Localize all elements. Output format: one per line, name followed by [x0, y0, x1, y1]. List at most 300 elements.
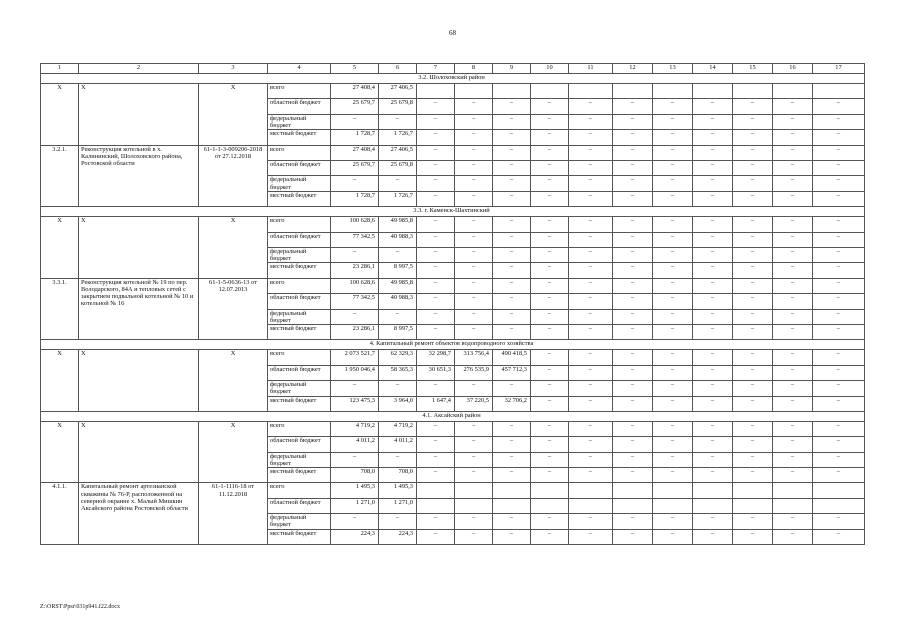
value-cell: 4 011,2: [331, 437, 379, 452]
value-cell: –: [569, 232, 613, 247]
value-cell: –: [455, 232, 493, 247]
funding-source-cell: местный бюджет: [268, 130, 331, 145]
value-cell: [531, 483, 569, 498]
object-name-cell: X: [79, 217, 199, 279]
value-cell: –: [613, 247, 653, 262]
value-cell: –: [531, 278, 569, 293]
value-cell: –: [569, 247, 613, 262]
value-cell: –: [569, 350, 613, 365]
value-cell: –: [531, 232, 569, 247]
value-cell: –: [773, 263, 813, 278]
column-number-cell: 6: [379, 64, 417, 74]
value-cell: 457 712,3: [493, 365, 531, 380]
value-cell: –: [531, 99, 569, 114]
section-title-row: [41, 207, 865, 217]
value-cell: –: [569, 145, 613, 160]
value-cell: –: [613, 99, 653, 114]
funding-source-cell: федеральный бюджет: [268, 381, 331, 396]
value-cell: 4 719,2: [331, 421, 379, 436]
value-cell: –: [733, 350, 773, 365]
value-cell: –: [693, 452, 733, 467]
value-cell: –: [417, 468, 455, 483]
value-cell: –: [693, 421, 733, 436]
object-name-cell: X: [79, 421, 199, 483]
value-cell: 25 679,7: [331, 99, 379, 114]
value-cell: –: [455, 217, 493, 232]
value-cell: –: [653, 247, 693, 262]
value-cell: –: [773, 294, 813, 309]
value-cell: –: [455, 324, 493, 339]
value-cell: [653, 483, 693, 498]
value-cell: [653, 498, 693, 513]
value-cell: –: [331, 247, 379, 262]
value-cell: –: [531, 294, 569, 309]
value-cell: –: [733, 191, 773, 206]
value-cell: –: [653, 176, 693, 191]
funding-source-cell: местный бюджет: [268, 191, 331, 206]
value-cell: –: [693, 145, 733, 160]
value-cell: –: [613, 160, 653, 175]
value-cell: –: [773, 130, 813, 145]
value-cell: –: [693, 160, 733, 175]
funding-source-cell: местный бюджет: [268, 396, 331, 411]
value-cell: –: [455, 437, 493, 452]
value-cell: –: [417, 452, 455, 467]
value-cell: [813, 84, 865, 99]
value-cell: –: [693, 309, 733, 324]
value-cell: –: [569, 514, 613, 529]
funding-source-cell: федеральный бюджет: [268, 309, 331, 324]
table-row: [41, 278, 865, 293]
value-cell: –: [813, 145, 865, 160]
value-cell: –: [813, 468, 865, 483]
document-ref-cell: X: [199, 84, 268, 146]
funding-source-cell: федеральный бюджет: [268, 247, 331, 262]
value-cell: –: [693, 324, 733, 339]
value-cell: –: [653, 396, 693, 411]
value-cell: –: [733, 130, 773, 145]
value-cell: 25 679,8: [379, 99, 417, 114]
value-cell: –: [733, 278, 773, 293]
value-cell: –: [455, 160, 493, 175]
value-cell: –: [379, 176, 417, 191]
value-cell: [693, 498, 733, 513]
value-cell: –: [493, 309, 531, 324]
value-cell: –: [531, 396, 569, 411]
value-cell: –: [493, 324, 531, 339]
value-cell: –: [773, 99, 813, 114]
funding-source-cell: местный бюджет: [268, 529, 331, 544]
funding-source-cell: областной бюджет: [268, 232, 331, 247]
value-cell: –: [531, 529, 569, 544]
value-cell: –: [693, 176, 733, 191]
value-cell: –: [653, 381, 693, 396]
value-cell: 1 495,3: [379, 483, 417, 498]
value-cell: 25 679,7: [331, 160, 379, 175]
budget-table: [40, 63, 865, 545]
value-cell: [531, 84, 569, 99]
value-cell: –: [653, 514, 693, 529]
value-cell: 276 535,9: [455, 365, 493, 380]
section-title: 4. Капитальный ремонт объектов водопроводного хозяйства: [41, 340, 865, 350]
section-title-row: [41, 74, 865, 84]
value-cell: –: [653, 421, 693, 436]
value-cell: –: [531, 114, 569, 129]
value-cell: –: [733, 437, 773, 452]
value-cell: –: [773, 468, 813, 483]
value-cell: –: [733, 529, 773, 544]
value-cell: –: [693, 529, 733, 544]
value-cell: –: [613, 145, 653, 160]
value-cell: –: [813, 529, 865, 544]
value-cell: –: [773, 514, 813, 529]
column-number-cell: 17: [813, 64, 865, 74]
column-number-cell: 3: [199, 64, 268, 74]
value-cell: –: [613, 350, 653, 365]
value-cell: –: [613, 396, 653, 411]
value-cell: –: [693, 468, 733, 483]
value-cell: –: [455, 468, 493, 483]
value-cell: –: [613, 452, 653, 467]
value-cell: –: [613, 176, 653, 191]
value-cell: –: [417, 176, 455, 191]
funding-source-cell: областной бюджет: [268, 294, 331, 309]
value-cell: –: [653, 468, 693, 483]
value-cell: –: [417, 160, 455, 175]
value-cell: –: [531, 217, 569, 232]
value-cell: –: [813, 263, 865, 278]
value-cell: –: [569, 468, 613, 483]
value-cell: –: [773, 365, 813, 380]
value-cell: [569, 84, 613, 99]
value-cell: –: [493, 217, 531, 232]
table-row: [41, 217, 865, 232]
value-cell: [733, 84, 773, 99]
value-cell: 40 988,3: [379, 232, 417, 247]
value-cell: –: [417, 437, 455, 452]
funding-source-cell: областной бюджет: [268, 160, 331, 175]
document-ref-cell: X: [199, 217, 268, 279]
funding-source-cell: областной бюджет: [268, 437, 331, 452]
value-cell: 32 706,2: [493, 396, 531, 411]
value-cell: 27 406,5: [379, 84, 417, 99]
value-cell: –: [455, 247, 493, 262]
value-cell: –: [455, 294, 493, 309]
item-number-cell: X: [41, 350, 79, 412]
value-cell: –: [613, 421, 653, 436]
value-cell: –: [773, 324, 813, 339]
value-cell: –: [813, 191, 865, 206]
value-cell: –: [379, 514, 417, 529]
value-cell: –: [653, 294, 693, 309]
value-cell: [569, 483, 613, 498]
column-number-cell: 14: [693, 64, 733, 74]
value-cell: –: [613, 130, 653, 145]
item-number-cell: X: [41, 421, 79, 483]
value-cell: –: [569, 176, 613, 191]
page-number: 68: [449, 29, 456, 37]
value-cell: –: [813, 217, 865, 232]
document-ref-cell: X: [199, 350, 268, 412]
table-row: [41, 84, 865, 99]
value-cell: 25 679,8: [379, 160, 417, 175]
value-cell: –: [733, 247, 773, 262]
value-cell: 8 997,5: [379, 263, 417, 278]
value-cell: –: [531, 452, 569, 467]
item-number-cell: 4.1.1.: [41, 483, 79, 545]
value-cell: [773, 84, 813, 99]
value-cell: –: [455, 263, 493, 278]
value-cell: –: [569, 130, 613, 145]
value-cell: 708,0: [379, 468, 417, 483]
value-cell: –: [653, 114, 693, 129]
value-cell: –: [417, 114, 455, 129]
value-cell: –: [493, 263, 531, 278]
value-cell: 490 418,5: [493, 350, 531, 365]
value-cell: 49 985,8: [379, 217, 417, 232]
value-cell: 100 628,6: [331, 217, 379, 232]
value-cell: [493, 483, 531, 498]
value-cell: –: [773, 437, 813, 452]
value-cell: 37 220,5: [455, 396, 493, 411]
column-number-cell: 4: [268, 64, 331, 74]
value-cell: –: [653, 145, 693, 160]
value-cell: [733, 498, 773, 513]
value-cell: –: [493, 437, 531, 452]
value-cell: 58 365,3: [379, 365, 417, 380]
value-cell: –: [653, 350, 693, 365]
value-cell: 224,3: [331, 529, 379, 544]
value-cell: –: [417, 232, 455, 247]
funding-source-cell: областной бюджет: [268, 365, 331, 380]
value-cell: –: [417, 191, 455, 206]
value-cell: –: [531, 263, 569, 278]
value-cell: [493, 84, 531, 99]
value-cell: –: [693, 247, 733, 262]
document-ref-cell: X: [199, 421, 268, 483]
value-cell: 1 728,7: [331, 191, 379, 206]
value-cell: –: [773, 114, 813, 129]
value-cell: –: [331, 176, 379, 191]
value-cell: –: [417, 309, 455, 324]
value-cell: 77 342,5: [331, 294, 379, 309]
value-cell: [493, 498, 531, 513]
value-cell: –: [493, 145, 531, 160]
value-cell: –: [417, 130, 455, 145]
value-cell: –: [493, 114, 531, 129]
value-cell: [417, 498, 455, 513]
funding-source-cell: федеральный бюджет: [268, 452, 331, 467]
value-cell: –: [455, 191, 493, 206]
value-cell: –: [693, 232, 733, 247]
value-cell: –: [693, 130, 733, 145]
value-cell: –: [531, 176, 569, 191]
funding-source-cell: федеральный бюджет: [268, 114, 331, 129]
value-cell: –: [773, 191, 813, 206]
funding-source-cell: всего: [268, 84, 331, 99]
funding-source-cell: всего: [268, 350, 331, 365]
value-cell: 77 342,5: [331, 232, 379, 247]
value-cell: –: [733, 294, 773, 309]
value-cell: –: [733, 514, 773, 529]
value-cell: –: [417, 145, 455, 160]
value-cell: –: [455, 381, 493, 396]
value-cell: –: [653, 191, 693, 206]
value-cell: –: [493, 278, 531, 293]
funding-source-cell: всего: [268, 145, 331, 160]
value-cell: –: [813, 421, 865, 436]
value-cell: –: [455, 145, 493, 160]
value-cell: –: [455, 130, 493, 145]
value-cell: –: [653, 263, 693, 278]
value-cell: –: [493, 452, 531, 467]
value-cell: 1 950 046,4: [331, 365, 379, 380]
value-cell: –: [733, 145, 773, 160]
value-cell: –: [733, 309, 773, 324]
value-cell: –: [813, 309, 865, 324]
value-cell: –: [813, 365, 865, 380]
value-cell: –: [773, 396, 813, 411]
value-cell: 27 406,5: [379, 145, 417, 160]
value-cell: –: [531, 468, 569, 483]
value-cell: 40 988,3: [379, 294, 417, 309]
value-cell: –: [813, 324, 865, 339]
value-cell: –: [813, 278, 865, 293]
value-cell: –: [653, 130, 693, 145]
value-cell: –: [813, 232, 865, 247]
column-number-cell: 16: [773, 64, 813, 74]
value-cell: –: [693, 514, 733, 529]
value-cell: –: [693, 437, 733, 452]
value-cell: –: [379, 114, 417, 129]
value-cell: 32 298,7: [417, 350, 455, 365]
value-cell: –: [493, 529, 531, 544]
value-cell: 1 495,3: [331, 483, 379, 498]
value-cell: –: [531, 160, 569, 175]
value-cell: –: [417, 294, 455, 309]
value-cell: –: [733, 217, 773, 232]
value-cell: [613, 498, 653, 513]
value-cell: –: [653, 324, 693, 339]
value-cell: –: [455, 99, 493, 114]
value-cell: –: [569, 191, 613, 206]
column-number-cell: 10: [531, 64, 569, 74]
value-cell: –: [531, 514, 569, 529]
value-cell: –: [613, 468, 653, 483]
document-ref-cell: 61-1-1116-18 от 11.12.2018: [199, 483, 268, 545]
value-cell: –: [653, 99, 693, 114]
object-name-cell: Капитальный ремонт артезианской скважины № 76-Р, расположенной на северной окраине х. Малый Мишкин Аксайского района Ростовской области: [79, 483, 199, 545]
value-cell: –: [693, 294, 733, 309]
value-cell: –: [613, 381, 653, 396]
value-cell: [417, 483, 455, 498]
value-cell: –: [417, 529, 455, 544]
table-row: [41, 350, 865, 365]
value-cell: –: [569, 309, 613, 324]
value-cell: –: [693, 365, 733, 380]
value-cell: –: [455, 452, 493, 467]
value-cell: –: [493, 247, 531, 262]
value-cell: 1 271,0: [379, 498, 417, 513]
value-cell: –: [569, 114, 613, 129]
value-cell: –: [613, 294, 653, 309]
value-cell: –: [417, 381, 455, 396]
value-cell: –: [613, 232, 653, 247]
value-cell: –: [733, 396, 773, 411]
section-title: 3.3. г. Каменск-Шахтинский: [41, 207, 865, 217]
value-cell: –: [493, 176, 531, 191]
value-cell: –: [653, 309, 693, 324]
value-cell: –: [693, 350, 733, 365]
value-cell: –: [813, 160, 865, 175]
value-cell: 1 726,7: [379, 191, 417, 206]
value-cell: –: [773, 452, 813, 467]
column-number-cell: 7: [417, 64, 455, 74]
value-cell: 4 011,2: [379, 437, 417, 452]
value-cell: –: [455, 529, 493, 544]
section-title: 3.2. Шолоховский район: [41, 74, 865, 84]
value-cell: 27 408,4: [331, 145, 379, 160]
value-cell: [813, 483, 865, 498]
value-cell: –: [693, 114, 733, 129]
value-cell: –: [773, 217, 813, 232]
value-cell: –: [417, 217, 455, 232]
value-cell: –: [733, 114, 773, 129]
value-cell: –: [417, 99, 455, 114]
value-cell: –: [331, 114, 379, 129]
value-cell: [531, 498, 569, 513]
funding-source-cell: всего: [268, 483, 331, 498]
value-cell: –: [773, 529, 813, 544]
funding-source-cell: областной бюджет: [268, 498, 331, 513]
value-cell: –: [613, 514, 653, 529]
value-cell: –: [773, 176, 813, 191]
funding-source-cell: федеральный бюджет: [268, 176, 331, 191]
value-cell: –: [493, 514, 531, 529]
value-cell: –: [379, 247, 417, 262]
value-cell: –: [531, 350, 569, 365]
value-cell: –: [773, 278, 813, 293]
value-cell: –: [733, 232, 773, 247]
value-cell: –: [531, 309, 569, 324]
value-cell: –: [773, 350, 813, 365]
value-cell: –: [569, 160, 613, 175]
funding-source-cell: местный бюджет: [268, 263, 331, 278]
item-number-cell: X: [41, 217, 79, 279]
value-cell: –: [773, 381, 813, 396]
value-cell: [773, 498, 813, 513]
object-name-cell: X: [79, 84, 199, 146]
value-cell: –: [531, 437, 569, 452]
value-cell: –: [653, 217, 693, 232]
value-cell: –: [417, 263, 455, 278]
value-cell: 123 475,3: [331, 396, 379, 411]
value-cell: –: [733, 381, 773, 396]
value-cell: –: [613, 309, 653, 324]
column-number-cell: 9: [493, 64, 531, 74]
value-cell: –: [613, 437, 653, 452]
funding-source-cell: всего: [268, 421, 331, 436]
value-cell: [693, 483, 733, 498]
value-cell: –: [569, 365, 613, 380]
funding-source-cell: всего: [268, 278, 331, 293]
value-cell: –: [493, 232, 531, 247]
column-number-cell: 5: [331, 64, 379, 74]
value-cell: –: [613, 278, 653, 293]
value-cell: –: [733, 324, 773, 339]
value-cell: –: [417, 514, 455, 529]
value-cell: –: [417, 278, 455, 293]
